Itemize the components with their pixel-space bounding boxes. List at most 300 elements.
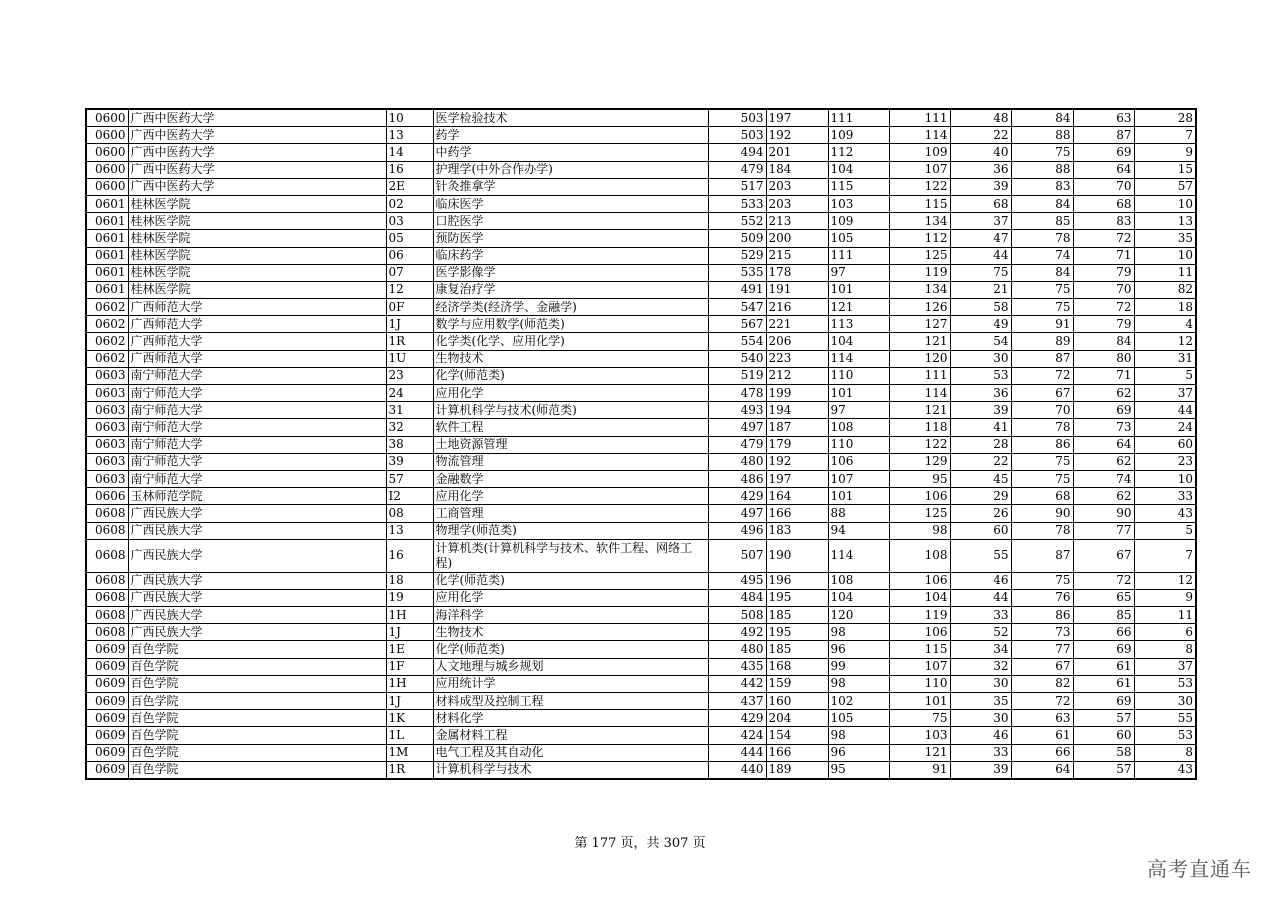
score-5-cell: 70	[1011, 402, 1073, 419]
score-3-cell: 122	[889, 436, 950, 453]
total-score-cell: 507	[708, 539, 766, 572]
score-2-cell: 104	[828, 589, 889, 606]
school-name-cell: 南宁师范大学	[128, 402, 386, 419]
school-name-cell: 广西师范大学	[128, 316, 386, 333]
scores-table	[85, 108, 1197, 780]
score-4-cell: 60	[950, 522, 1011, 539]
score-4-cell: 30	[950, 675, 1011, 692]
major-name-cell: 化学类(化学、应用化学)	[433, 333, 708, 350]
score-3-cell: 106	[889, 572, 950, 589]
score-5-cell: 84	[1011, 195, 1073, 212]
score-4-cell: 75	[950, 264, 1011, 281]
major-name-cell: 人文地理与城乡规划	[433, 658, 708, 675]
table-row	[86, 195, 1196, 212]
score-4-cell: 44	[950, 247, 1011, 264]
score-3-cell: 107	[889, 658, 950, 675]
score-1-cell: 166	[766, 744, 828, 761]
score-1-cell: 194	[766, 402, 828, 419]
school-name-cell: 桂林医学院	[128, 264, 386, 281]
score-2-cell: 107	[828, 470, 889, 487]
school-name-cell: 桂林医学院	[128, 247, 386, 264]
total-score-cell: 497	[708, 505, 766, 522]
score-2-cell: 97	[828, 264, 889, 281]
score-3-cell: 104	[889, 589, 950, 606]
score-6-cell: 69	[1073, 693, 1134, 710]
table-row	[86, 727, 1196, 744]
school-name-cell: 广西民族大学	[128, 624, 386, 641]
school-code-cell: 0603	[86, 367, 128, 384]
score-3-cell: 119	[889, 264, 950, 281]
score-4-cell: 46	[950, 572, 1011, 589]
table-row	[86, 488, 1196, 505]
score-1-cell: 212	[766, 367, 828, 384]
score-1-cell: 178	[766, 264, 828, 281]
total-score-cell: 533	[708, 195, 766, 212]
score-4-cell: 47	[950, 230, 1011, 247]
score-4-cell: 34	[950, 641, 1011, 658]
table-row	[86, 693, 1196, 710]
score-6-cell: 60	[1073, 727, 1134, 744]
score-2-cell: 101	[828, 281, 889, 298]
score-2-cell: 98	[828, 675, 889, 692]
score-7-cell: 12	[1134, 572, 1196, 589]
school-code-cell: 0603	[86, 385, 128, 402]
major-name-cell: 应用化学	[433, 385, 708, 402]
school-name-cell: 广西民族大学	[128, 589, 386, 606]
major-code-cell: 1R	[386, 333, 433, 350]
table-row	[86, 144, 1196, 161]
major-code-cell: 18	[386, 572, 433, 589]
total-score-cell: 479	[708, 161, 766, 178]
table-row	[86, 675, 1196, 692]
total-score-cell: 429	[708, 488, 766, 505]
major-name-cell: 物流管理	[433, 453, 708, 470]
score-2-cell: 102	[828, 693, 889, 710]
score-6-cell: 66	[1073, 624, 1134, 641]
score-4-cell: 68	[950, 195, 1011, 212]
school-name-cell: 玉林师范学院	[128, 488, 386, 505]
score-2-cell: 120	[828, 607, 889, 624]
score-4-cell: 28	[950, 436, 1011, 453]
score-5-cell: 67	[1011, 658, 1073, 675]
school-code-cell: 0608	[86, 522, 128, 539]
score-3-cell: 125	[889, 505, 950, 522]
major-code-cell: 24	[386, 385, 433, 402]
score-4-cell: 58	[950, 299, 1011, 316]
table-row	[86, 436, 1196, 453]
score-3-cell: 75	[889, 710, 950, 727]
score-6-cell: 74	[1073, 470, 1134, 487]
major-code-cell: 1J	[386, 316, 433, 333]
score-7-cell: 9	[1134, 589, 1196, 606]
table-row	[86, 744, 1196, 761]
score-5-cell: 67	[1011, 385, 1073, 402]
total-score-cell: 509	[708, 230, 766, 247]
score-7-cell: 11	[1134, 264, 1196, 281]
score-2-cell: 114	[828, 350, 889, 367]
score-5-cell: 84	[1011, 109, 1073, 127]
score-6-cell: 70	[1073, 178, 1134, 195]
score-5-cell: 64	[1011, 761, 1073, 779]
table-row	[86, 316, 1196, 333]
score-2-cell: 105	[828, 710, 889, 727]
score-1-cell: 190	[766, 539, 828, 572]
page-number: 第 177 页，共 307 页	[574, 836, 706, 851]
table-row	[86, 470, 1196, 487]
score-6-cell: 61	[1073, 658, 1134, 675]
table-row	[86, 624, 1196, 641]
major-code-cell: 13	[386, 127, 433, 144]
score-4-cell: 39	[950, 402, 1011, 419]
table-row	[86, 453, 1196, 470]
table-row	[86, 505, 1196, 522]
score-3-cell: 107	[889, 161, 950, 178]
major-name-cell: 针灸推拿学	[433, 178, 708, 195]
score-2-cell: 104	[828, 161, 889, 178]
table-row	[86, 522, 1196, 539]
score-5-cell: 78	[1011, 230, 1073, 247]
school-code-cell: 0602	[86, 316, 128, 333]
school-name-cell: 百色学院	[128, 761, 386, 779]
score-2-cell: 115	[828, 178, 889, 195]
score-3-cell: 106	[889, 488, 950, 505]
score-7-cell: 5	[1134, 367, 1196, 384]
table-row	[86, 572, 1196, 589]
score-1-cell: 203	[766, 195, 828, 212]
score-1-cell: 197	[766, 109, 828, 127]
school-code-cell: 0608	[86, 539, 128, 572]
score-7-cell: 7	[1134, 127, 1196, 144]
score-5-cell: 63	[1011, 710, 1073, 727]
score-1-cell: 187	[766, 419, 828, 436]
score-3-cell: 95	[889, 470, 950, 487]
school-name-cell: 南宁师范大学	[128, 470, 386, 487]
score-3-cell: 118	[889, 419, 950, 436]
major-code-cell: 16	[386, 161, 433, 178]
score-4-cell: 37	[950, 213, 1011, 230]
total-score-cell: 491	[708, 281, 766, 298]
score-5-cell: 61	[1011, 727, 1073, 744]
total-score-cell: 495	[708, 572, 766, 589]
major-name-cell: 工商管理	[433, 505, 708, 522]
score-7-cell: 9	[1134, 144, 1196, 161]
major-code-cell: 03	[386, 213, 433, 230]
score-4-cell: 36	[950, 385, 1011, 402]
school-name-cell: 桂林医学院	[128, 195, 386, 212]
score-7-cell: 12	[1134, 333, 1196, 350]
school-code-cell: 0608	[86, 505, 128, 522]
score-7-cell: 5	[1134, 522, 1196, 539]
major-code-cell: 13	[386, 522, 433, 539]
score-2-cell: 109	[828, 213, 889, 230]
school-name-cell: 桂林医学院	[128, 213, 386, 230]
table-body	[86, 109, 1196, 779]
total-score-cell: 554	[708, 333, 766, 350]
score-2-cell: 105	[828, 230, 889, 247]
score-5-cell: 87	[1011, 539, 1073, 572]
major-code-cell: I2	[386, 488, 433, 505]
score-7-cell: 43	[1134, 761, 1196, 779]
score-7-cell: 6	[1134, 624, 1196, 641]
score-3-cell: 108	[889, 539, 950, 572]
school-name-cell: 广西中医药大学	[128, 178, 386, 195]
score-4-cell: 35	[950, 693, 1011, 710]
major-name-cell: 化学(师范类)	[433, 572, 708, 589]
score-5-cell: 87	[1011, 350, 1073, 367]
school-name-cell: 南宁师范大学	[128, 385, 386, 402]
school-code-cell: 0601	[86, 264, 128, 281]
school-code-cell: 0602	[86, 333, 128, 350]
score-3-cell: 115	[889, 641, 950, 658]
score-7-cell: 55	[1134, 710, 1196, 727]
major-code-cell: 38	[386, 436, 433, 453]
score-5-cell: 75	[1011, 281, 1073, 298]
score-1-cell: 160	[766, 693, 828, 710]
score-6-cell: 70	[1073, 281, 1134, 298]
score-3-cell: 119	[889, 607, 950, 624]
score-4-cell: 53	[950, 367, 1011, 384]
table-row	[86, 333, 1196, 350]
score-1-cell: 185	[766, 607, 828, 624]
score-6-cell: 57	[1073, 710, 1134, 727]
score-7-cell: 57	[1134, 178, 1196, 195]
school-code-cell: 0608	[86, 572, 128, 589]
school-code-cell: 0600	[86, 127, 128, 144]
score-6-cell: 73	[1073, 419, 1134, 436]
score-7-cell: 15	[1134, 161, 1196, 178]
score-7-cell: 10	[1134, 470, 1196, 487]
table-row	[86, 281, 1196, 298]
major-code-cell: 1H	[386, 607, 433, 624]
school-code-cell: 0608	[86, 589, 128, 606]
score-5-cell: 78	[1011, 419, 1073, 436]
score-5-cell: 75	[1011, 470, 1073, 487]
score-1-cell: 201	[766, 144, 828, 161]
school-name-cell: 广西民族大学	[128, 539, 386, 572]
score-3-cell: 121	[889, 333, 950, 350]
score-1-cell: 204	[766, 710, 828, 727]
major-name-cell: 金融数学	[433, 470, 708, 487]
score-3-cell: 114	[889, 127, 950, 144]
score-7-cell: 53	[1134, 675, 1196, 692]
major-name-cell: 金属材料工程	[433, 727, 708, 744]
total-score-cell: 437	[708, 693, 766, 710]
score-3-cell: 134	[889, 281, 950, 298]
major-code-cell: 19	[386, 589, 433, 606]
score-6-cell: 80	[1073, 350, 1134, 367]
score-6-cell: 87	[1073, 127, 1134, 144]
major-name-cell: 护理学(中外合作办学)	[433, 161, 708, 178]
school-name-cell: 广西中医药大学	[128, 144, 386, 161]
score-3-cell: 98	[889, 522, 950, 539]
total-score-cell: 480	[708, 453, 766, 470]
score-1-cell: 192	[766, 453, 828, 470]
score-1-cell: 196	[766, 572, 828, 589]
school-name-cell: 广西民族大学	[128, 607, 386, 624]
major-name-cell: 应用化学	[433, 488, 708, 505]
total-score-cell: 529	[708, 247, 766, 264]
score-3-cell: 111	[889, 367, 950, 384]
major-code-cell: 1H	[386, 675, 433, 692]
school-code-cell: 0602	[86, 350, 128, 367]
school-name-cell: 百色学院	[128, 658, 386, 675]
score-6-cell: 72	[1073, 572, 1134, 589]
score-2-cell: 101	[828, 488, 889, 505]
score-6-cell: 72	[1073, 230, 1134, 247]
score-4-cell: 41	[950, 419, 1011, 436]
score-7-cell: 60	[1134, 436, 1196, 453]
score-4-cell: 39	[950, 178, 1011, 195]
school-name-cell: 广西民族大学	[128, 505, 386, 522]
score-3-cell: 115	[889, 195, 950, 212]
score-2-cell: 108	[828, 572, 889, 589]
score-4-cell: 33	[950, 607, 1011, 624]
score-1-cell: 206	[766, 333, 828, 350]
major-code-cell: 08	[386, 505, 433, 522]
score-3-cell: 125	[889, 247, 950, 264]
major-name-cell: 临床医学	[433, 195, 708, 212]
total-score-cell: 517	[708, 178, 766, 195]
score-6-cell: 62	[1073, 488, 1134, 505]
score-7-cell: 8	[1134, 744, 1196, 761]
score-1-cell: 216	[766, 299, 828, 316]
table-row	[86, 539, 1196, 572]
score-1-cell: 203	[766, 178, 828, 195]
major-code-cell: 1J	[386, 624, 433, 641]
score-6-cell: 77	[1073, 522, 1134, 539]
score-3-cell: 114	[889, 385, 950, 402]
score-6-cell: 62	[1073, 453, 1134, 470]
school-name-cell: 桂林医学院	[128, 230, 386, 247]
score-1-cell: 159	[766, 675, 828, 692]
school-code-cell: 0609	[86, 693, 128, 710]
score-3-cell: 120	[889, 350, 950, 367]
score-5-cell: 72	[1011, 693, 1073, 710]
major-code-cell: 1R	[386, 761, 433, 779]
school-name-cell: 桂林医学院	[128, 281, 386, 298]
major-name-cell: 康复治疗学	[433, 281, 708, 298]
score-4-cell: 33	[950, 744, 1011, 761]
major-name-cell: 化学(师范类)	[433, 641, 708, 658]
score-6-cell: 57	[1073, 761, 1134, 779]
score-7-cell: 53	[1134, 727, 1196, 744]
school-code-cell: 0609	[86, 658, 128, 675]
score-1-cell: 189	[766, 761, 828, 779]
score-4-cell: 45	[950, 470, 1011, 487]
score-3-cell: 109	[889, 144, 950, 161]
major-name-cell: 软件工程	[433, 419, 708, 436]
school-name-cell: 百色学院	[128, 641, 386, 658]
total-score-cell: 519	[708, 367, 766, 384]
total-score-cell: 552	[708, 213, 766, 230]
table-row	[86, 367, 1196, 384]
score-1-cell: 184	[766, 161, 828, 178]
major-name-cell: 化学(师范类)	[433, 367, 708, 384]
school-code-cell: 0600	[86, 161, 128, 178]
school-name-cell: 广西中医药大学	[128, 127, 386, 144]
score-5-cell: 66	[1011, 744, 1073, 761]
total-score-cell: 478	[708, 385, 766, 402]
major-code-cell: 10	[386, 109, 433, 127]
score-4-cell: 30	[950, 710, 1011, 727]
school-name-cell: 南宁师范大学	[128, 419, 386, 436]
score-4-cell: 40	[950, 144, 1011, 161]
major-name-cell: 应用统计学	[433, 675, 708, 692]
major-code-cell: 1J	[386, 693, 433, 710]
total-score-cell: 567	[708, 316, 766, 333]
score-6-cell: 67	[1073, 539, 1134, 572]
total-score-cell: 496	[708, 522, 766, 539]
school-name-cell: 广西民族大学	[128, 522, 386, 539]
score-3-cell: 101	[889, 693, 950, 710]
score-3-cell: 121	[889, 744, 950, 761]
score-7-cell: 30	[1134, 693, 1196, 710]
score-6-cell: 61	[1073, 675, 1134, 692]
total-score-cell: 429	[708, 710, 766, 727]
major-code-cell: 16	[386, 539, 433, 572]
score-7-cell: 10	[1134, 195, 1196, 212]
total-score-cell: 440	[708, 761, 766, 779]
score-7-cell: 7	[1134, 539, 1196, 572]
score-6-cell: 71	[1073, 367, 1134, 384]
major-name-cell: 生物技术	[433, 350, 708, 367]
total-score-cell: 435	[708, 658, 766, 675]
score-6-cell: 79	[1073, 264, 1134, 281]
major-name-cell: 中药学	[433, 144, 708, 161]
school-code-cell: 0609	[86, 641, 128, 658]
score-6-cell: 85	[1073, 607, 1134, 624]
score-4-cell: 22	[950, 127, 1011, 144]
table-row	[86, 127, 1196, 144]
major-name-cell: 材料成型及控制工程	[433, 693, 708, 710]
score-7-cell: 13	[1134, 213, 1196, 230]
score-6-cell: 79	[1073, 316, 1134, 333]
score-5-cell: 86	[1011, 607, 1073, 624]
score-5-cell: 73	[1011, 624, 1073, 641]
score-1-cell: 195	[766, 624, 828, 641]
score-1-cell: 183	[766, 522, 828, 539]
score-5-cell: 91	[1011, 316, 1073, 333]
score-6-cell: 71	[1073, 247, 1134, 264]
score-3-cell: 106	[889, 624, 950, 641]
score-2-cell: 88	[828, 505, 889, 522]
score-2-cell: 95	[828, 761, 889, 779]
score-5-cell: 89	[1011, 333, 1073, 350]
score-2-cell: 114	[828, 539, 889, 572]
score-6-cell: 69	[1073, 402, 1134, 419]
score-4-cell: 39	[950, 761, 1011, 779]
score-2-cell: 108	[828, 419, 889, 436]
score-2-cell: 96	[828, 744, 889, 761]
score-2-cell: 103	[828, 195, 889, 212]
score-4-cell: 55	[950, 539, 1011, 572]
major-name-cell: 材料化学	[433, 710, 708, 727]
score-7-cell: 35	[1134, 230, 1196, 247]
school-code-cell: 0603	[86, 436, 128, 453]
table-row	[86, 299, 1196, 316]
score-6-cell: 83	[1073, 213, 1134, 230]
major-name-cell: 土地资源管理	[433, 436, 708, 453]
score-3-cell: 91	[889, 761, 950, 779]
school-code-cell: 0609	[86, 675, 128, 692]
score-5-cell: 75	[1011, 299, 1073, 316]
score-1-cell: 185	[766, 641, 828, 658]
major-name-cell: 应用化学	[433, 589, 708, 606]
score-1-cell: 197	[766, 470, 828, 487]
score-1-cell: 164	[766, 488, 828, 505]
score-1-cell: 195	[766, 589, 828, 606]
school-name-cell: 广西中医药大学	[128, 109, 386, 127]
